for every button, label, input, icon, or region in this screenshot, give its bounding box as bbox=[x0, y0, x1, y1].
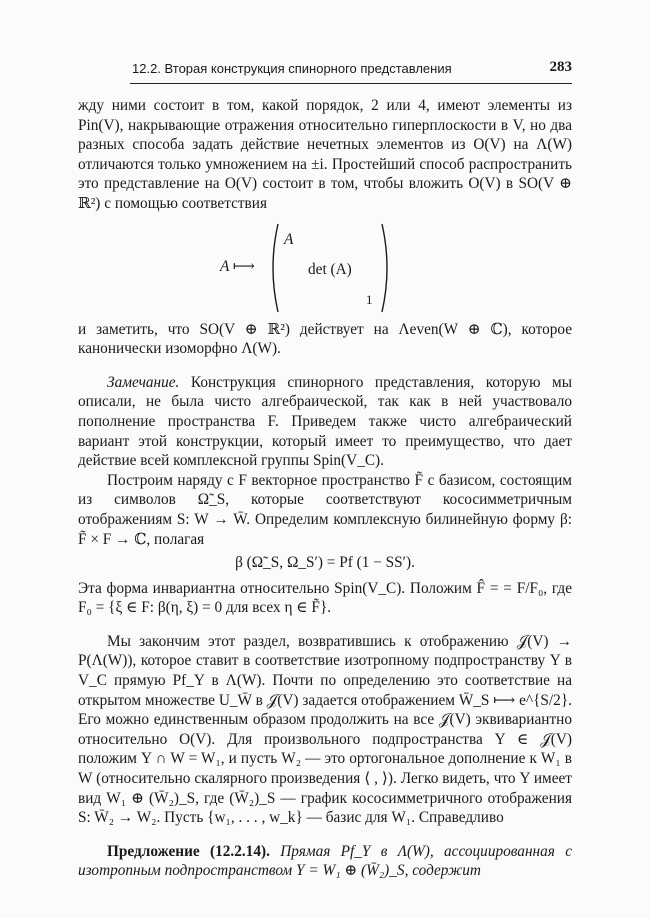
paragraph-1: жду ними состоит в том, какой порядок, 2 или 4, имеют элементы из Pin(V), накрывающие отражения относительно гиперплоскости в V, но два разных способа задать действие нечетных элементов из O(V) на Λ(W) отличаются только умножением на ±i. Простейший способ распространить это представление на O(V) состоит в том, чтобы вложить O(V) в SO(V ⊕ ℝ²) с помощью соответствия bbox=[78, 97, 572, 212]
left-paren bbox=[266, 222, 280, 314]
spacer bbox=[78, 359, 572, 373]
header-rule bbox=[130, 83, 572, 84]
formula-beta: β (Ω̃_S, Ω_S′) = Pf (1 − SS′). bbox=[235, 554, 415, 572]
page-number: 283 bbox=[549, 59, 572, 75]
proposition-paragraph bbox=[78, 842, 572, 881]
spacer bbox=[78, 618, 572, 632]
remark-text: Конструкция спинорного представления, которую мы описали, не была чисто алгебраической, так как в ней участвовало пополнение пространства F. Приведем также чисто алгебраический вариант этой конструкции, который имеет то преимущество, что дает действие всей комплексной группы Spin(V_C). bbox=[78, 373, 572, 470]
matrix-lhs: A ⟼ bbox=[220, 257, 255, 275]
right-paren bbox=[380, 222, 394, 314]
paragraph-4: Эта форма инвариантна относительно Spin(V_C). Положим F̂ = = F/F₀, где F₀ = {ξ ∈ F: β(η, ξ) = 0 для всех η ∈ F̃}. bbox=[78, 579, 572, 617]
proposition-text: Прямая Pf_Y в Λ(W), ассоциированная с изотропным подпространством Y = W₁ ⊕ (W̄₂)_S, содержит bbox=[78, 842, 572, 880]
remark-label: Замечание. bbox=[107, 373, 180, 391]
remark-paragraph bbox=[78, 373, 572, 471]
proposition-label: Предложение (12.2.14). bbox=[107, 842, 270, 860]
matrix-entry-one: 1 bbox=[366, 291, 373, 307]
paragraph-5: Мы закончим этот раздел, возвратившись к отображению 𝒥(V) → P(Λ(W)), которое ставит в соответствие изотропному подпространству Y в V_C прямую Pf_Y в Λ(W). Почти по определению это соответствие на открытом множестве U_W̄ в 𝒥(V) задается отображением W̄_S ⟼ e^{S/2}. Его можно единственным образом продолжить на все 𝒥(V) эквивариантно относительно O(V). Для произвольного подпространства Y ∈ 𝒥(V) положим Y ∩ W = W₁, и пусть W₂ — это ортогональное дополнение к W₁ в W (относительно скалярного произведения ⟨ , ⟩). Легко видеть, что Y имеет вид W₁ ⊕ (W̄₂)_S, где (W̄₂)_S — график кососимметричного отображения S: W̄₂ → W₂. Пусть {w₁, . . . , w_k} — базис для W₁. Справедливо bbox=[78, 632, 572, 827]
matrix-embedding-display bbox=[78, 222, 572, 314]
body-text bbox=[78, 96, 572, 881]
matrix-entry-det: det (A) bbox=[308, 260, 352, 278]
paragraph-2: и заметить, что SO(V ⊕ ℝ²) действует на Λeven(W ⊕ ℂ), которое канонически изоморфно Λ(W). bbox=[78, 320, 572, 358]
paragraph-3: Построим наряду с F векторное пространство F̃ с базисом, состоящим из символов Ω̃_S, которые соответствуют кососимметричным отображениям S: W → W̄. Определим комплексную билинейную форму β: F̃ × F → ℂ, полагая bbox=[78, 471, 572, 548]
spacer bbox=[78, 828, 572, 842]
matrix-entry-a: A bbox=[284, 230, 294, 248]
running-head-title: 12.2. Вторая конструкция спинорного представления bbox=[132, 61, 452, 76]
